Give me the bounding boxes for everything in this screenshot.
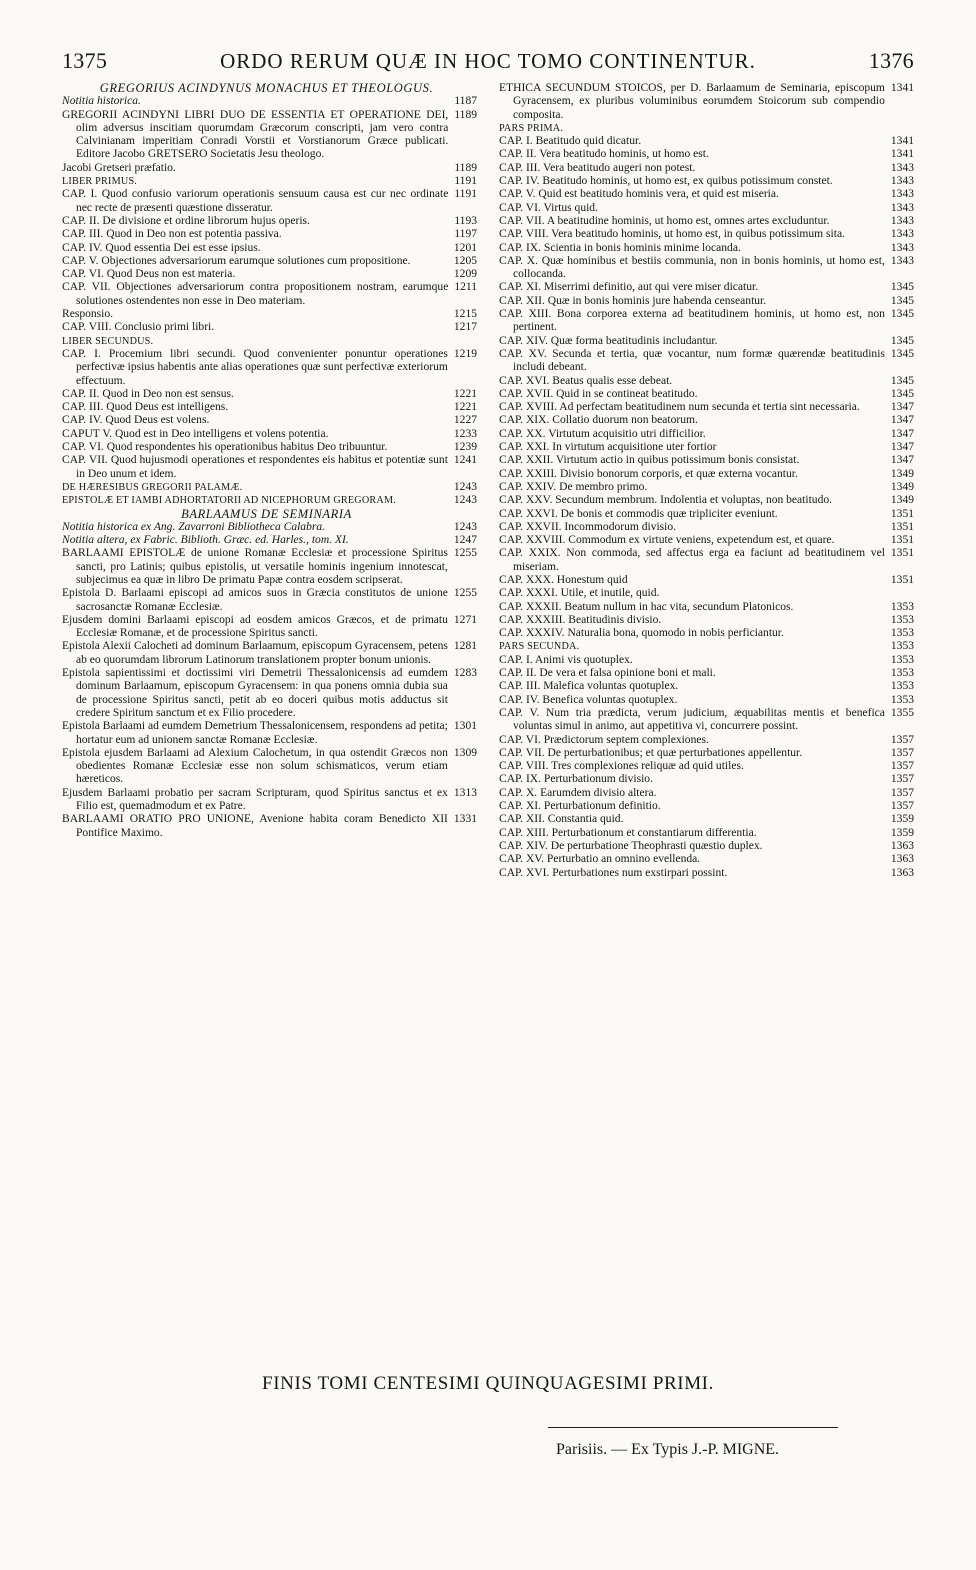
toc-entry [499,707,914,734]
toc-entry-page: 1283 [453,667,477,680]
toc-entry [499,122,914,135]
imprint-rule [548,1427,838,1428]
toc-entry [62,228,477,241]
toc-entry-text: CAP. XXIX. Non commoda, sed affectus erga ea faciunt ad beatitudinem vel miseriam. [499,547,885,573]
toc-entry-text: CAP. V. Num tria prædicta, verum judicium, æquabilitas mentis et benefica voluntas simul in animo, aut appetitiva vi, concurrere possint. [499,706,885,733]
toc-entry [499,627,914,640]
toc-entry-text: EPISTOLÆ ET IAMBI ADHORTATORII AD NICEPHORUM GREGORAM. [62,495,396,507]
toc-entry-text: CAP. X. Earumdem divisio altera. [499,786,657,799]
toc-entry [499,281,914,294]
toc-entry [499,228,914,241]
toc-entry [499,760,914,773]
toc-entry-text: CAP. IX. Scientia in bonis hominis minime locanda. [499,241,741,254]
toc-entry [499,547,914,574]
toc-entry [62,508,477,521]
page-number-right: 1376 [868,48,914,73]
toc-entry-page: 1201 [453,241,477,254]
toc-entry-text: CAP. VIII. Tres complexiones reliquæ ad quid utiles. [499,760,744,773]
toc-entry [499,734,914,747]
toc-entry-page: 1347 [890,401,914,414]
toc-entry-text: CAP. VI. Quod respondentes his operationibus habitus Deo tribuuntur. [62,441,388,454]
toc-entry-page: 1363 [890,839,914,852]
toc-entry-text: Epistola Alexii Calocheti ad dominum Barlaamum, episcopum Gyracensem, petens ab eo quorumdam librorum Latinorum translationem propter bonum unionis. [62,640,448,666]
toc-entry-text: CAP. VI. Virtus quid. [499,201,598,214]
toc-entry-page: 1341 [890,148,914,161]
toc-entry [499,82,914,122]
toc-entry-text: CAP. XX. Virtutum acquisitio utri difficilior. [499,427,706,440]
toc-entry-text: Ejusdem domini Barlaami episcopi ad eosdem amicos Græcos, et de primatu Ecclesiæ Romanæ, et de processione Spiritus sancti. [62,613,448,640]
toc-entry [499,428,914,441]
toc-entry-text: CAP. X. Quæ hominibus et bestiis communia, non in bonis hominis, ut homo est, collocanda. [499,254,885,281]
toc-entry [62,414,477,427]
toc-entry [499,587,914,600]
toc-entry-text: Jacobi Gretseri præfatio. [62,161,176,174]
toc-entry-text: CAP. VII. A beatitudine hominis, ut homo est, omnes artes excluduntur. [499,214,830,227]
toc-entry-page: 1341 [890,82,914,94]
toc-entry [499,800,914,813]
toc-entry-page: 1197 [454,228,477,241]
toc-entry-page: 1243 [453,480,477,493]
toc-entry-page: 1347 [890,454,914,467]
toc-entry-page: 1357 [890,733,914,746]
toc-entry-text: GREGORIUS ACINDYNUS MONACHUS ET THEOLOGUS. [99,81,434,95]
toc-entry-page: 1351 [890,507,914,520]
toc-entry-text: LIBER PRIMUS. [62,176,138,188]
toc-entry-page: 1359 [890,813,914,826]
finis-line: FINIS TOMI CENTESIMI QUINQUAGESIMI PRIMI. [262,1373,714,1394]
toc-entry-page: 1345 [890,281,914,294]
toc-entry [62,281,477,308]
toc-entry [62,481,477,494]
toc-entry [62,348,477,388]
toc-entry-page: 1189 [454,108,477,121]
toc-entry-text: CAP. XV. Secunda et tertia, quæ vocantur, num formæ quærendæ beatitudinis includi debeant. [499,347,885,374]
toc-entry [62,454,477,481]
toc-entry [62,175,477,188]
toc-entry-page: 1211 [454,281,477,294]
toc-entry [499,242,914,255]
toc-entry [62,534,477,547]
toc-entry-text: CAP. XII. Quæ in bonis hominis jure habenda censeantur. [499,294,767,307]
toc-entry [62,813,477,840]
toc-entry-text: CAP. V. Objectiones adversariorum earumque solutiones cum propositione. [62,254,411,267]
running-head [62,48,914,74]
toc-entry-page: 1353 [890,627,914,640]
toc-entry-text: GREGORII ACINDYNI LIBRI DUO DE ESSENTIA ET OPERATIONE DEI, olim adversus inscitiam quorumdam Græcorum conscripti, jam vero contra Calvinianam imperitiam Conradi Vorstii et Vorstianorum Græce publicati. Editore Jacobo GRETSERO Societatis Jesu theologo. [62,108,449,161]
toc-entry-page: 1347 [890,414,914,427]
toc-entry-page: 1281 [453,640,477,653]
toc-entry-page: 1209 [453,268,477,281]
toc-entry-page: 1359 [890,826,914,839]
toc-entry-text: CAP. IV. Quod Deus est volens. [62,414,210,427]
toc-entry-page: 1217 [453,321,477,334]
toc-entry-text: CAP. XXVIII. Commodum ex virtute veniens, expetendum est, et quare. [499,534,835,547]
toc-entry [499,773,914,786]
toc-entry-text: CAP. XXIII. Divisio bonorum corporis, et quæ externa vocantur. [499,467,798,480]
toc-entry-text: Ejusdem Barlaami probatio per sacram Scripturam, quod Spiritus sanctus et ex Filio est, quemadmodum et ex Patre. [62,786,448,813]
toc-entry [62,667,477,720]
toc-entry-page: 1363 [890,853,914,866]
toc-entry-page: 1345 [890,294,914,307]
toc-entry [499,401,914,414]
toc-entry-text: CAP. XXXIV. Naturalia bona, quomodo in nobis perficiantur. [499,627,784,640]
toc-entry-page: 1313 [453,786,477,799]
toc-entry [499,853,914,866]
toc-entry [499,867,914,880]
toc-entry-text: CAP. I. Animi vis quotuplex. [499,653,633,666]
toc-entry [499,162,914,175]
toc-entry [62,109,477,162]
toc-entry-page: 1353 [890,680,914,693]
toc-entry-text: CAP. XXVII. Incommodorum divisio. [499,520,677,533]
toc-entry [62,428,477,441]
toc-entry [62,215,477,228]
toc-entry-page: 1351 [890,573,914,586]
toc-entry-page: 1343 [890,214,914,227]
toc-entry-text: Notitia historica ex Ang. Zavarroni Bibliotheca Calabra. [62,520,326,533]
toc-entry [62,335,477,348]
toc-entry [499,348,914,375]
toc-entry-text: CAP. XXVI. De bonis et commodis quæ tripliciter eveniunt. [499,507,778,520]
toc-entry-text: CAP. VIII. Vera beatitudo hominis, ut homo est, in quibus potissimum sita. [499,228,845,241]
toc-entry-page: 1341 [890,135,914,148]
toc-entry-page: 1343 [890,161,914,174]
toc-entry [62,494,477,507]
toc-entry [499,188,914,201]
toc-entry-text: CAPUT V. Quod est in Deo intelligens et volens potentia. [62,427,329,440]
toc-entry-text: LIBER SECUNDUS. [62,335,154,347]
toc-entry [499,202,914,215]
toc-entry [499,414,914,427]
toc-entry [499,481,914,494]
toc-entry [499,654,914,667]
toc-entry-text: CAP. VII. De perturbationibus; et quæ perturbationes appellentur. [499,746,803,759]
toc-entry-page: 1349 [890,480,914,493]
toc-entry-text: BARLAAMI ORATIO PRO UNIONE, Avenione habita coram Benedicto XII Pontifice Maximo. [62,813,448,839]
toc-entry-text: CAP. XIII. Bona corporea externa ad beatitudinem hominis, ut homo est, non pertinent. [499,308,885,334]
toc-entry [499,694,914,707]
toc-entry-text: CAP. III. Quod Deus est intelligens. [62,401,229,414]
left-column [62,82,477,880]
toc-entry [62,82,477,95]
toc-entry [62,640,477,667]
toc-entry-page: 1247 [453,534,477,547]
toc-entry-text: CAP. I. Quod confusio variorum operationis sensuum causa est cur nec ordinate nec recte de præsenti quæstione disseratur. [62,188,449,214]
toc-entry-page: 1347 [890,427,914,440]
toc-entry-page: 1309 [453,746,477,759]
toc-entry [62,441,477,454]
toc-entry-page: 1191 [454,175,477,188]
toc-entry-page: 1239 [453,441,477,454]
toc-entry-page: 1271 [453,613,477,626]
toc-entry-page: 1255 [453,547,477,560]
toc-entry-text: Epistola D. Barlaami episcopi ad amicos suos in Græcia constitutos de unione sacrosanctæ Romanæ Ecclesiæ. [62,587,448,613]
toc-entry-text: CAP. XIX. Collatio duorum non beatorum. [499,414,698,427]
toc-entry-page: 1343 [890,254,914,267]
toc-entry-page: 1351 [890,547,914,560]
toc-entry-text: CAP. VII. Quod hujusmodi operationes et respondentes eis habitus et potentiæ sunt in Deo unum et idem. [62,454,448,480]
toc-entry [499,680,914,693]
toc-entry-text: CAP. XI. Perturbationum definitio. [499,800,661,813]
toc-entry-page: 1357 [890,760,914,773]
toc-entry-text: CAP. IV. Beatitudo hominis, ut homo est, ex quibus potissimum constet. [499,175,833,188]
toc-entry-page: 1343 [890,175,914,188]
toc-entry-text: CAP. XII. Constantia quid. [499,813,624,826]
toc-entry [499,308,914,335]
toc-entry-text: CAP. VIII. Conclusio primi libri. [62,321,215,334]
toc-entry-text: CAP. XIV. Quæ forma beatitudinis includantur. [499,334,718,347]
toc-entry-page: 1331 [453,813,477,826]
toc-entry-page: 1221 [453,387,477,400]
toc-entry-page: 1221 [453,401,477,414]
toc-entry [62,95,477,108]
toc-entry [499,468,914,481]
toc-entry-page: 1227 [453,414,477,427]
toc-entry-page: 1219 [453,347,477,360]
toc-entry [62,401,477,414]
toc-entry-page: 1353 [890,613,914,626]
toc-entry-page: 1343 [890,228,914,241]
toc-entry [499,494,914,507]
toc-entry-text: CAP. XXIV. De membro primo. [499,480,648,493]
toc-entry-page: 1343 [890,201,914,214]
toc-entry-text: Epistola Barlaami ad eumdem Demetrium Thessalonicensem, respondens ad petita; hortatur eum ad unionem sanctæ Romanæ Ecclesiæ. [62,720,448,746]
toc-entry-text: Epistola sapientissimi et doctissimi viri Demetrii Thessalonicensis ad eumdem dominum Barlaamum, episcopum Gyracensem: in qua ponens omnia dubia sua de processione Spiritus sancti, petit ab eo doceri quibus motis adductus sit credere Spiritum sanctum et ex Filio procedere. [62,667,448,719]
toc-entry-page: 1345 [890,387,914,400]
toc-entry [499,787,914,800]
toc-entry [499,215,914,228]
toc-entry-page: 1351 [890,534,914,547]
toc-entry-text: PARS SECUNDA. [499,641,580,653]
toc-entry [62,720,477,747]
toc-entry-text: CAP. V. Quid est beatitudo hominis vera, et quid est miseria. [499,188,779,201]
toc-entry [62,308,477,321]
toc-entry-text: CAP. VII. Objectiones adversariorum contra propositionem nostram, earumque solutiones ostendentes non esse in Deo materiam. [62,281,449,307]
toc-entry-page: 1241 [453,454,477,467]
toc-entry-text: CAP. II. De vera et falsa opinione boni et mali. [499,667,716,680]
toc-entry-page: 1353 [890,640,914,653]
toc-entry [62,587,477,614]
toc-entry-text: CAP. IV. Benefica voluntas quotuplex. [499,693,678,706]
toc-entry-page: 1187 [454,95,477,108]
toc-entry-page: 1363 [890,866,914,879]
toc-entry-text: Epistola ejusdem Barlaami ad Alexium Calochetum, in qua ostendit Græcos non obedientes Romanæ Ecclesiæ esse non solum schismaticos, verum etiam hæreticos. [62,746,448,786]
toc-entry-text: CAP. XIV. De perturbatione Theophrasti quæstio duplex. [499,839,763,852]
toc-entry [499,508,914,521]
toc-entry [499,454,914,467]
toc-entry-text: CAP. XV. Perturbatio an omnino evellenda. [499,853,701,866]
toc-entry [499,441,914,454]
toc-entry-page: 1353 [890,600,914,613]
right-column [499,82,914,880]
toc-entry-page: 1355 [890,706,914,719]
toc-entry-text: CAP. IX. Perturbationum divisio. [499,773,653,786]
toc-entry-text: CAP. II. De divisione et ordine librorum hujus operis. [62,214,310,227]
toc-entry-text: CAP. XXXI. Utile, et inutile, quid. [499,587,660,600]
toc-entry [62,521,477,534]
toc-entry-text: CAP. III. Quod in Deo non est potentia passiva. [62,228,282,241]
toc-entry-text: CAP. XXII. Virtutum actio in quibus potissimum bonis consistat. [499,454,800,467]
toc-entry-text: Responsio. [62,308,114,321]
toc-entry [499,255,914,282]
toc-entry-page: 1243 [453,494,477,507]
toc-entry-text: PARS PRIMA. [499,122,564,134]
toc-entry [62,242,477,255]
toc-entry [499,295,914,308]
toc-entry-text: CAP. XXXIII. Beatitudinis divisio. [499,613,662,626]
toc-entry-page: 1353 [890,667,914,680]
toc-entry-page: 1353 [890,653,914,666]
toc-entry-text: DE HÆRESIBUS GREGORII PALAMÆ. [62,481,243,493]
toc-entry-page: 1193 [454,214,477,227]
toc-entry-text: CAP. II. Vera beatitudo hominis, ut homo est. [499,148,709,161]
toc-entry [62,188,477,215]
toc-entry [499,827,914,840]
toc-entry-page: 1345 [890,374,914,387]
toc-entry-text: CAP. VI. Prædictorum septem complexiones. [499,733,709,746]
toc-entry [62,268,477,281]
toc-entry [62,747,477,787]
toc-entry-page: 1205 [453,254,477,267]
toc-entry-page: 1345 [890,308,914,321]
toc-entry-page: 1255 [453,587,477,600]
toc-entry [62,388,477,401]
toc-entry-text: CAP. I. Beatitudo quid dicatur. [499,135,642,148]
toc-entry-page: 1357 [890,786,914,799]
toc-entry-text: CAP. I. Procemium libri secundi. Quod convenienter ponuntur operationes perfectivæ ipsius habentis ante alias operationes quæ sunt perfectivæ exteriorum effectuum. [62,347,448,387]
toc-entry-text: BARLAAMUS DE SEMINARIA [181,506,352,521]
printer-imprint: Parisiis. — Ex Typis J.-P. MIGNE. [556,1441,780,1458]
toc-entry [499,521,914,534]
toc-entry-page: 1349 [890,494,914,507]
toc-entry-page: 1233 [453,427,477,440]
toc-entry-page: 1189 [454,161,477,174]
toc-entry [62,547,477,587]
toc-entry-text: CAP. XXI. In virtutum acquisitione uter fortior [499,441,717,454]
toc-entry-text: CAP. III. Vera beatitudo augeri non potest. [499,161,696,174]
toc-entry [499,614,914,627]
toc-entry-text: CAP. II. Quod in Deo non est sensus. [62,387,234,400]
toc-entry [499,840,914,853]
toc-entry [499,574,914,587]
toc-entry-text: ETHICA SECUNDUM STOICOS, per D. Barlaamum de Seminaria, episcopum Gyracensem, ex pluribus voluminibus eorumdem Stoicorum sub compendio composita. [499,82,885,121]
toc-entry-page: 1349 [890,467,914,480]
toc-entry-text: CAP. III. Malefica voluntas quotuplex. [499,680,679,693]
toc-entry-page: 1343 [890,188,914,201]
toc-entry-page: 1357 [890,773,914,786]
toc-entry-text: CAP. XVII. Quid in se contineat beatitudo. [499,387,698,400]
toc-entry-text: CAP. XXX. Honestum quid [499,573,628,586]
toc-entry-page: 1357 [890,746,914,759]
toc-entry [62,614,477,641]
toc-entry-page: 1357 [890,800,914,813]
toc-entry-text: CAP. XVI. Perturbationes num exstirpari possint. [499,866,728,879]
toc-entry [499,335,914,348]
toc-entry [499,148,914,161]
toc-entry-page: 1353 [890,693,914,706]
toc-entry [499,747,914,760]
toc-entry [499,667,914,680]
toc-entry-text: Notitia historica. [62,95,141,108]
toc-entry [499,175,914,188]
toc-entry-text: Notitia altera, ex Fabric. Biblioth. Græc. ed. Harles., tom. XI. [62,534,349,547]
toc-entry-text: CAP. IV. Quod essentia Dei est esse ipsius. [62,241,261,254]
toc-entry-page: 1343 [890,241,914,254]
toc-entry-page: 1301 [453,720,477,733]
toc-entry [499,640,914,653]
toc-entry [62,255,477,268]
toc-entry-text: CAP. XXXII. Beatum nullum in hac vita, secundum Platonicos. [499,600,794,613]
toc-entry [499,534,914,547]
toc-entry-text: CAP. XVI. Beatus qualis esse debeat. [499,374,673,387]
toc-entry-page: 1345 [890,347,914,360]
toc-entry-page: 1345 [890,334,914,347]
page-number-left: 1375 [62,48,108,73]
toc-entry-text: CAP. XIII. Perturbationum et constantiarum differentia. [499,826,757,839]
toc-entry [499,601,914,614]
toc-entry [62,787,477,814]
toc-entry-page: 1347 [890,441,914,454]
toc-entry [499,135,914,148]
toc-entry-page: 1191 [454,188,477,201]
toc-entry [62,162,477,175]
toc-entry [499,375,914,388]
running-title: ORDO RERUM QUÆ IN HOC TOMO CONTINENTUR. [220,49,756,73]
toc-entry-text: CAP. XXV. Secundum membrum. Indolentia et voluptas, non beatitudo. [499,494,833,507]
toc-entry-text: BARLAAMI EPISTOLÆ de unione Romanæ Ecclesiæ et processione Spiritus sancti, pro Latinis; quibus epistolis, ut versatile hominis ingenium innotescat, subjecimus ea quæ in libro De primatu Papæ contra eosdem scripserat. [62,547,448,586]
toc-entry-page: 1351 [890,520,914,533]
toc-entry-page: 1215 [453,308,477,321]
toc-entry-page: 1243 [453,520,477,533]
toc-entry-text: CAP. XVIII. Ad perfectam beatitudinem num secunda et tertia sint necessaria. [499,401,860,414]
toc-entry [499,813,914,826]
toc-entry [62,321,477,334]
toc-entry-text: CAP. VI. Quod Deus non est materia. [62,268,236,281]
toc-entry-text: CAP. XI. Miserrimi definitio, aut qui vere miser dicatur. [499,281,759,294]
toc-entry [499,388,914,401]
